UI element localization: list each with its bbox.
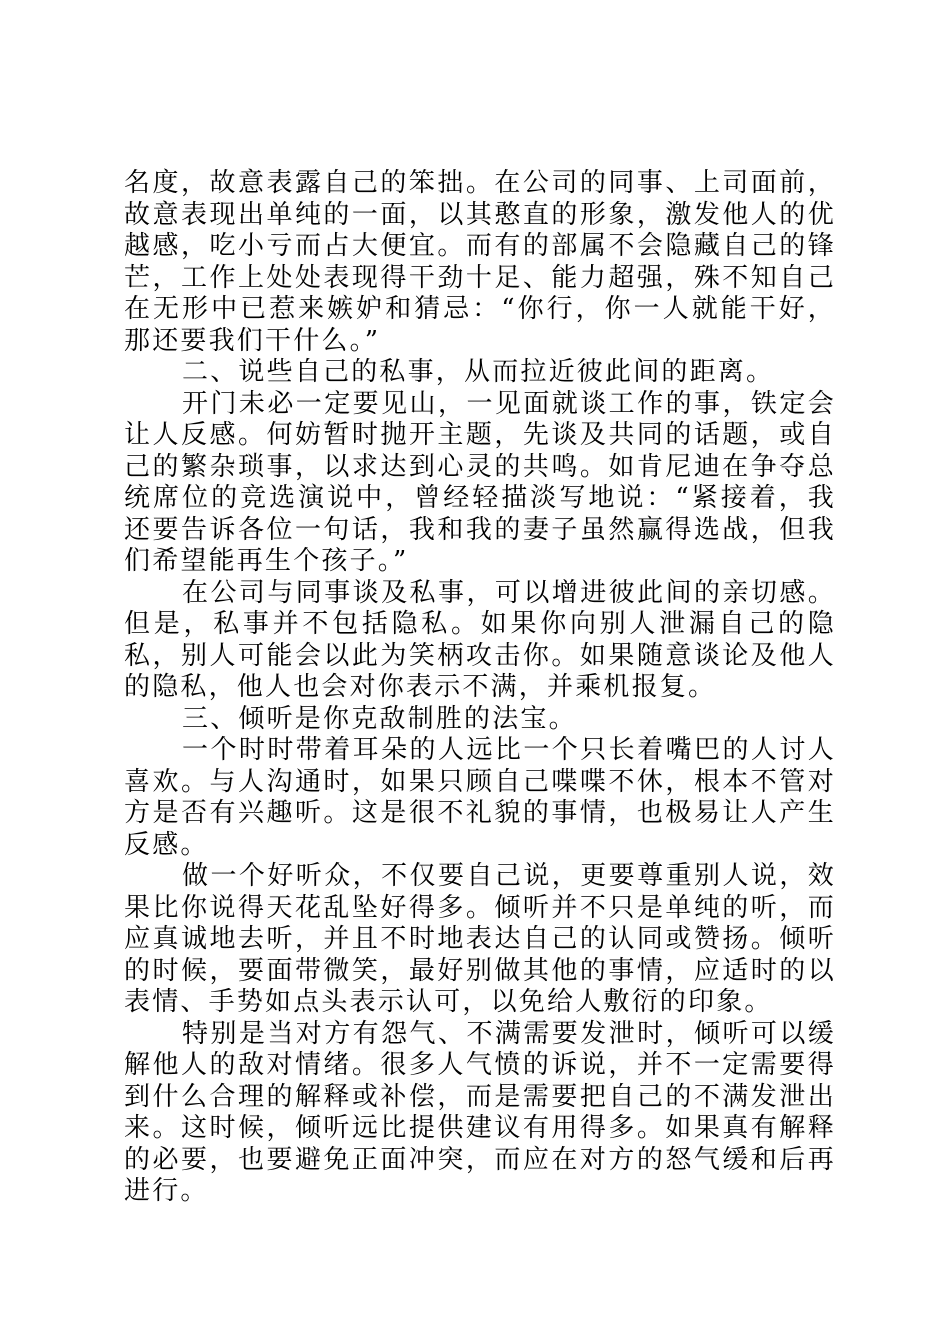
section-heading-3: 三、倾听是你克敌制胜的法宝。 [182, 703, 577, 734]
paragraph: 在公司与同事谈及私事，可以增进彼此间的亲切感。但是，私事并不包括隐私。如果你向别人泄漏自己的隐私，别人可能会以此为笑柄攻击你。如果随意谈论及他人的隐私，他人也会对你表示不满，并乘机报复。 [124, 577, 836, 702]
paragraph: 做一个好听众，不仅要自己说，更要尊重别人说，效果比你说得天花乱坠好得多。倾听并不只是单纯的听，而应真诚地去听，并且不时地表达自己的认同或赞扬。倾听的时候，要面带微笑，最好别做其他的事情，应适时的以表情、手势如点头表示认可，以免给人敷衍的印象。 [124, 861, 836, 1017]
paragraph: 开门未必一定要见山，一见面就谈工作的事，铁定会让人反感。何妨暂时抛开主题，先谈及共同的话题，或自己的繁杂琐事，以求达到心灵的共鸣。如肯尼迪在争夺总统席位的竞选演说中，曾经轻描淡写地说：“紧接着，我还要告诉各位一句话，我和我的妻子虽然赢得选战，但我们希望能再生个孩子。” [124, 388, 836, 576]
paragraph: 一个时时带着耳朵的人远比一个只长着嘴巴的人讨人喜欢。与人沟通时，如果只顾自己喋喋不休，根本不管对方是否有兴趣听。这是很不礼貌的事情，也极易让人产生反感。 [124, 735, 836, 860]
section-heading-2: 二、说些自己的私事，从而拉近彼此间的距离。 [182, 357, 775, 387]
paragraph-continuation: 名度，故意表露自己的笨拙。在公司的同事、上司面前，故意表现出单纯的一面，以其憨直的形象，激发他人的优越感，吃小亏而占大便宜。而有的部属不会隐藏自己的锋芒，工作上处处表现得干劲十足、能力超强，殊不知自己在无形中已惹来嫉妒和猜忌：“你行，你一人就能干好，那还要我们干什么。” [124, 168, 836, 356]
document-body [124, 168, 836, 1208]
paragraph: 特别是当对方有怨气、不满需要发泄时，倾听可以缓解他人的敌对情绪。很多人气愤的诉说，并不一定需要得到什么合理的解释或补偿，而是需要把自己的不满发泄出来。这时候，倾听远比提供建议有用得多。如果真有解释的必要，也要避免正面冲突，而应在对方的怒气缓和后再进行。 [124, 1018, 836, 1206]
